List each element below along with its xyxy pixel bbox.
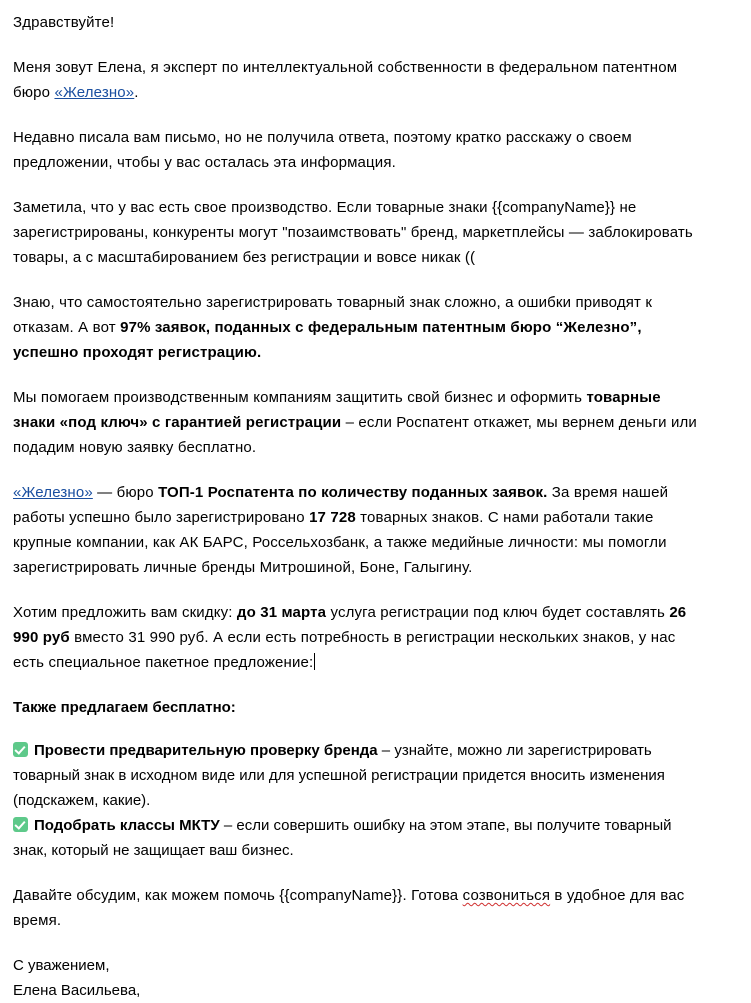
free-services-heading: Также предлагаем бесплатно:	[13, 699, 236, 716]
closing-text-part2: в удобное для вас время.	[13, 887, 685, 929]
intro-text-part1: Меня зовут Елена, я эксперт по интеллектуальной собственности в федеральном патентном бюро	[13, 59, 678, 101]
signature-line-2: Елена Васильева,	[13, 982, 141, 999]
white-check-mark-icon	[13, 742, 28, 757]
offer-text-part1: Мы помогаем производственным компаниям защитить свой бизнес и оформить	[13, 389, 587, 406]
discount-price-highlight: 26 990 руб	[13, 604, 687, 646]
discount-paragraph	[13, 600, 703, 675]
list-item	[13, 813, 703, 863]
credentials-text-part3: товарных знаков. С нами работали такие крупные компании, как АК БАРС, Россельхозбанк, а также медийные личности: мы помогли зарегистрировать личные бренды Митрошиной, Боне, Галыгину.	[13, 509, 667, 576]
credentials-text-part2: За время нашей работы успешно было зарегистрировано	[13, 484, 669, 526]
spellcheck-misspelled-word: созвониться	[462, 887, 551, 904]
closing-paragraph	[13, 883, 703, 933]
zhelezno-link-1[interactable]: «Железно»	[54, 84, 135, 101]
stat-text-lead: Знаю, что самостоятельно зарегистрировать товарный знак сложно, а ошибки приводят к отказам. А вот	[13, 294, 653, 336]
offer-text-highlight: товарные знаки «под ключ» с гарантией регистрации	[13, 389, 661, 431]
credentials-count-highlight: 17 728	[309, 509, 356, 526]
credentials-text-part1: — бюро	[92, 484, 159, 501]
discount-text-part2: услуга регистрации под ключ будет составлять	[326, 604, 670, 621]
problem-paragraph: Заметила, что у вас есть свое производство. Если товарные знаки {{companyName}} не зарегистрированы, конкуренты могут "позаимствовать" бренд, маркетплейсы — заблокировать товары, а с масштабированием без регистрации и вовсе никак ((	[13, 199, 693, 266]
free-item-description: – узнайте, можно ли зарегистрировать товарный знак в исходном виде или для успешной регистрации придется вносить изменения (подскажем, какие).	[13, 742, 665, 809]
credentials-rank-highlight: ТОП-1 Роспатента по количеству поданных заявок.	[158, 484, 548, 501]
signature-line-1: С уважением,	[13, 957, 110, 974]
discount-text-part3: вместо 31 990 руб. А если есть потребность в регистрации нескольких знаков, у нас есть специальное пакетное предложение:	[13, 629, 676, 671]
free-item-title: Подобрать классы МКТУ	[34, 817, 220, 834]
list-item	[13, 738, 703, 813]
credentials-paragraph	[13, 480, 703, 580]
free-item-title: Провести предварительную проверку бренда	[34, 742, 378, 759]
discount-text-part1: Хотим предложить вам скидку:	[13, 604, 237, 621]
greeting-text: Здравствуйте!	[13, 14, 115, 31]
free-services-list	[13, 738, 711, 863]
intro-paragraph	[13, 55, 703, 105]
offer-paragraph	[13, 385, 703, 460]
closing-text-part1: Давайте обсудим, как можем помочь {{companyName}}. Готова	[13, 887, 463, 904]
stat-paragraph	[13, 290, 703, 365]
followup-paragraph: Недавно писала вам письмо, но не получила ответа, поэтому кратко расскажу о своем предложении, чтобы у вас осталась эта информация.	[13, 129, 632, 171]
stat-text-highlight: 97% заявок, поданных с федеральным патентным бюро “Железно”, успешно проходят регистрацию.	[13, 319, 642, 361]
free-item-description: – если совершить ошибку на этом этапе, вы получите товарный знак, который не защищает ваш бизнес.	[13, 817, 672, 859]
offer-text-part2: – если Роспатент откажет, мы вернем деньги или подадим новую заявку бесплатно.	[13, 414, 697, 456]
discount-deadline-highlight: до 31 марта	[236, 604, 327, 621]
intro-text-part2: .	[134, 84, 139, 101]
zhelezno-link-2[interactable]: «Железно»	[13, 484, 93, 501]
greeting-paragraph	[13, 10, 703, 35]
text-cursor-caret	[314, 653, 315, 670]
white-check-mark-icon	[13, 817, 28, 832]
